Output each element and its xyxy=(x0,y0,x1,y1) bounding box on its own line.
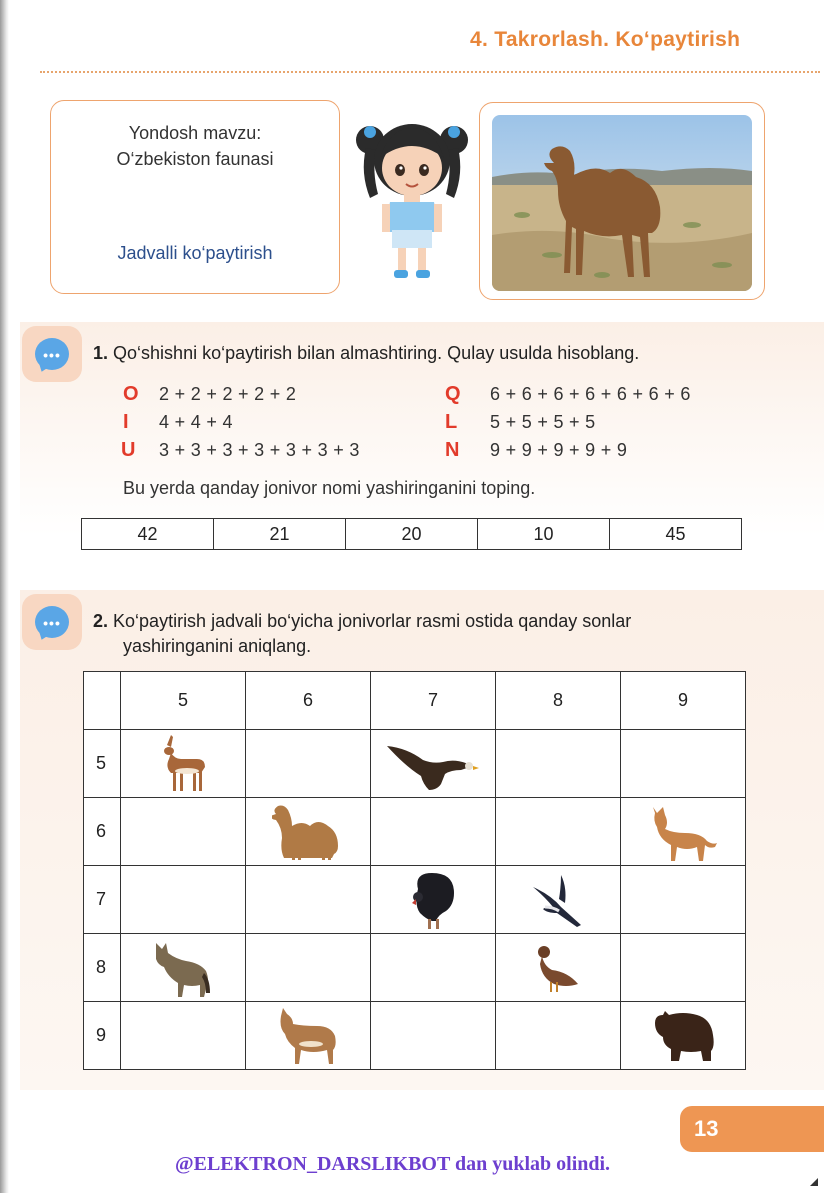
table-cell[interactable] xyxy=(496,730,621,798)
expression-o: 2 + 2 + 2 + 2 + 2 xyxy=(159,384,297,404)
row-letter-l: L xyxy=(445,411,458,433)
task2-instruction xyxy=(93,611,631,632)
expression-q: 6 + 6 + 6 + 6 + 6 + 6 + 6 xyxy=(490,384,691,404)
expression-u: 3 + 3 + 3 + 3 + 3 + 3 + 3 xyxy=(159,440,360,460)
camel-photo xyxy=(492,115,752,291)
answer-cell[interactable]: 21 xyxy=(214,519,346,550)
answer-cell[interactable]: 20 xyxy=(346,519,478,550)
table-cell[interactable] xyxy=(246,730,371,798)
gazelle-icon xyxy=(153,735,213,793)
answer-row xyxy=(82,519,742,550)
column-header: 9 xyxy=(621,672,746,730)
turkey-icon xyxy=(408,871,458,929)
row-header: 6 xyxy=(84,798,121,866)
column-header: 8 xyxy=(496,672,621,730)
table-cell[interactable] xyxy=(121,934,246,1002)
table-cell[interactable] xyxy=(621,934,746,1002)
topic-label: Yondosh mavzu: xyxy=(128,123,262,143)
header-row xyxy=(84,672,746,730)
table-row xyxy=(84,730,746,798)
column-header: 5 xyxy=(121,672,246,730)
table-row xyxy=(84,1002,746,1070)
column-header: 6 xyxy=(246,672,371,730)
row-letter-q: Q xyxy=(445,383,461,405)
partridge-icon xyxy=(532,942,584,994)
swallow-icon xyxy=(531,873,585,927)
table-cell[interactable] xyxy=(496,1002,621,1070)
task1-hint: Bu yerda qanday jonivor nomi yashiringanini toping. xyxy=(123,478,536,498)
girl-illustration xyxy=(352,118,472,283)
row-header: 8 xyxy=(84,934,121,1002)
topic-box xyxy=(50,100,340,294)
answer-cell[interactable]: 42 xyxy=(82,519,214,550)
table-cell[interactable] xyxy=(371,798,496,866)
camel-icon xyxy=(272,804,344,860)
photo-frame xyxy=(479,102,765,300)
topic-name: O‘zbekiston faunasi xyxy=(116,149,274,169)
page-number-tab xyxy=(680,1106,824,1152)
table-cell[interactable] xyxy=(496,934,621,1002)
table-cell[interactable] xyxy=(621,798,746,866)
answer-cell[interactable]: 10 xyxy=(478,519,610,550)
table-cell[interactable] xyxy=(121,798,246,866)
watermark-text: @ELEKTRON_DARSLIKBOT dan yuklab olindi. xyxy=(175,1153,611,1175)
chat-bubble-icon: ••• xyxy=(35,338,69,370)
subtopic-name: Jadvalli ko‘paytirish xyxy=(117,243,273,263)
table-cell[interactable] xyxy=(621,866,746,934)
row-header: 5 xyxy=(84,730,121,798)
row-letter-n: N xyxy=(445,439,460,461)
table-row xyxy=(84,866,746,934)
task2-text-line2: yashiringanini aniqlang. xyxy=(123,636,312,656)
answer-cell[interactable]: 45 xyxy=(610,519,742,550)
table-cell[interactable] xyxy=(121,866,246,934)
table-cell[interactable] xyxy=(371,934,496,1002)
page-title: 4. Takrorlash. Ko‘paytirish xyxy=(470,28,741,51)
table-cell[interactable] xyxy=(246,866,371,934)
eagle-icon xyxy=(385,738,481,790)
kulan-icon xyxy=(277,1008,339,1064)
expression-n: 9 + 9 + 9 + 9 + 9 xyxy=(490,440,628,460)
expression-l: 5 + 5 + 5 + 5 xyxy=(490,412,596,432)
table-row xyxy=(84,798,746,866)
task1-number: 1. xyxy=(93,343,109,363)
book-spine-shadow xyxy=(0,0,9,1193)
lynx-icon xyxy=(647,803,719,861)
table-cell[interactable] xyxy=(121,1002,246,1070)
answer-table xyxy=(81,518,742,550)
task1-text: Qo‘shishni ko‘paytirish bilan almashtiring. Qulay usulda hisoblang. xyxy=(113,343,640,363)
row-letter-o: O xyxy=(123,383,139,405)
table-cell[interactable] xyxy=(621,1002,746,1070)
row-letter-i: I xyxy=(123,411,129,433)
row-letter-u: U xyxy=(121,439,136,461)
page-number: 13 xyxy=(694,1116,719,1141)
task1-marker xyxy=(22,326,82,382)
task2-number: 2. xyxy=(93,611,109,631)
row-header: 7 xyxy=(84,866,121,934)
table-cell[interactable] xyxy=(371,866,496,934)
table-cell[interactable] xyxy=(246,934,371,1002)
column-header: 7 xyxy=(371,672,496,730)
table-cell[interactable] xyxy=(496,866,621,934)
table-cell[interactable] xyxy=(246,1002,371,1070)
table-cell[interactable] xyxy=(496,798,621,866)
row-header: 9 xyxy=(84,1002,121,1070)
table-cell[interactable] xyxy=(121,730,246,798)
task2-text-line1: Ko‘paytirish jadvali bo‘yicha jonivorlar rasmi ostida qanday sonlar xyxy=(113,611,632,631)
bear-icon xyxy=(651,1009,715,1063)
table-cell[interactable] xyxy=(246,798,371,866)
table-cell[interactable] xyxy=(371,730,496,798)
jackal-icon xyxy=(152,939,214,997)
multiplication-table xyxy=(83,671,746,1070)
corner-cell xyxy=(84,672,121,730)
table-row xyxy=(84,934,746,1002)
chat-bubble-icon: ••• xyxy=(35,606,69,638)
header-divider xyxy=(40,71,820,73)
expression-i: 4 + 4 + 4 xyxy=(159,412,233,432)
table-cell[interactable] xyxy=(371,1002,496,1070)
task2-marker xyxy=(22,594,82,650)
corner-mark xyxy=(810,1178,818,1186)
table-cell[interactable] xyxy=(621,730,746,798)
task1-instruction xyxy=(93,343,639,364)
